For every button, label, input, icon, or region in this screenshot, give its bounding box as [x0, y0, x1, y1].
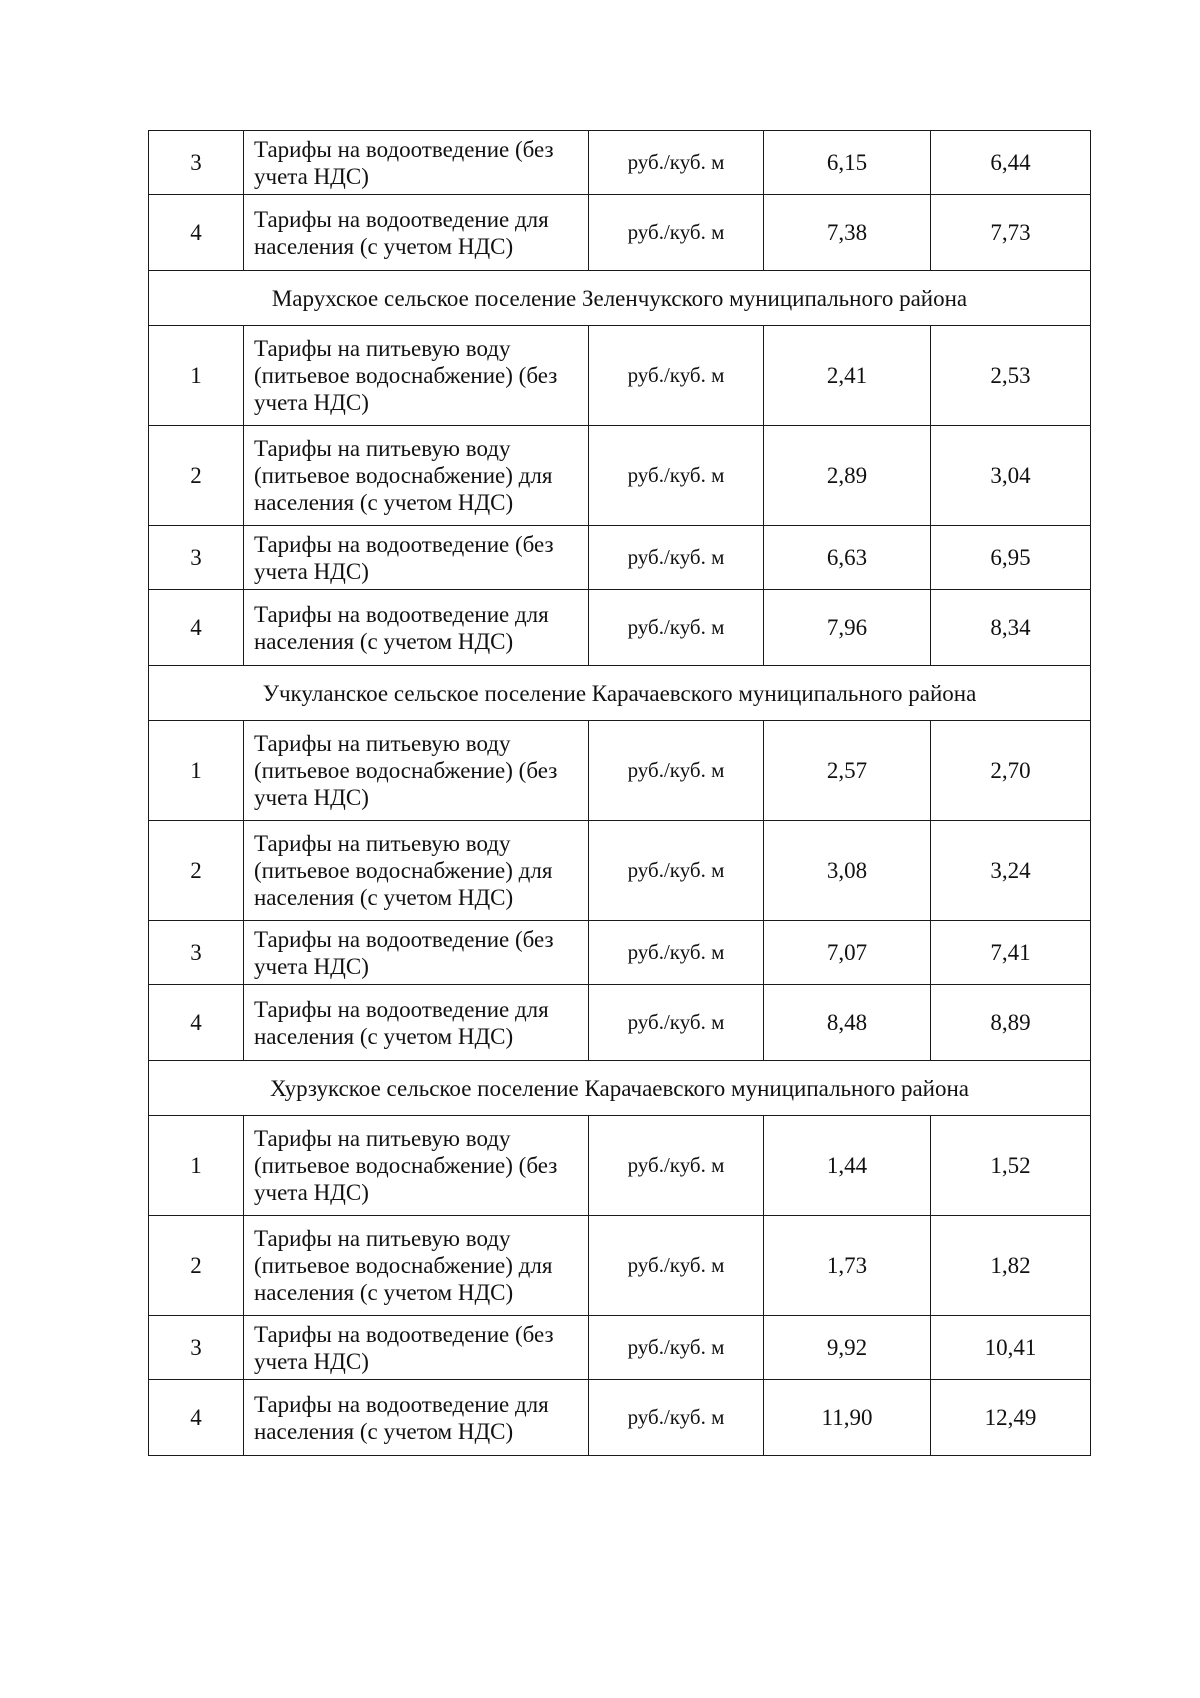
tariff-value-period-1: 2,41 — [764, 326, 931, 426]
tariff-name: Тарифы на водоотведение для населения (с учетом НДС) — [244, 195, 589, 271]
table-row — [149, 1216, 1091, 1316]
table-row — [149, 985, 1091, 1061]
tariff-name: Тарифы на водоотведение (без учета НДС) — [244, 131, 589, 195]
section-title: Хурзукское сельское поселение Карачаевского муниципального района — [149, 1061, 1091, 1116]
table-row — [149, 1380, 1091, 1456]
unit-label: руб./куб. м — [589, 1316, 764, 1380]
unit-label: руб./куб. м — [589, 1116, 764, 1216]
row-number: 1 — [149, 721, 244, 821]
table-row — [149, 131, 1091, 195]
tariff-name: Тарифы на питьевую воду (питьевое водоснабжение) для населения (с учетом НДС) — [244, 426, 589, 526]
unit-label: руб./куб. м — [589, 131, 764, 195]
tariff-value-period-1: 6,15 — [764, 131, 931, 195]
table-row — [149, 590, 1091, 666]
unit-label: руб./куб. м — [589, 821, 764, 921]
table-row — [149, 326, 1091, 426]
unit-label: руб./куб. м — [589, 326, 764, 426]
tariff-value-period-2: 8,34 — [931, 590, 1091, 666]
row-number: 4 — [149, 195, 244, 271]
row-number: 2 — [149, 1216, 244, 1316]
tariff-value-period-2: 8,89 — [931, 985, 1091, 1061]
tariff-value-period-1: 11,90 — [764, 1380, 931, 1456]
tariff-value-period-2: 3,24 — [931, 821, 1091, 921]
row-number: 3 — [149, 1316, 244, 1380]
tariff-value-period-2: 6,44 — [931, 131, 1091, 195]
tariff-value-period-1: 7,96 — [764, 590, 931, 666]
tariff-name: Тарифы на питьевую воду (питьевое водоснабжение) для населения (с учетом НДС) — [244, 1216, 589, 1316]
row-number: 2 — [149, 821, 244, 921]
tariff-name: Тарифы на водоотведение (без учета НДС) — [244, 1316, 589, 1380]
tariff-value-period-1: 6,63 — [764, 526, 931, 590]
tariff-value-period-1: 2,89 — [764, 426, 931, 526]
tariff-table-container — [148, 130, 1090, 1456]
row-number: 1 — [149, 326, 244, 426]
tariff-value-period-1: 1,44 — [764, 1116, 931, 1216]
table-row — [149, 426, 1091, 526]
tariff-value-period-2: 7,73 — [931, 195, 1091, 271]
tariff-table-body — [149, 131, 1091, 1456]
unit-label: руб./куб. м — [589, 1380, 764, 1456]
tariff-table — [148, 130, 1091, 1456]
tariff-name: Тарифы на питьевую воду (питьевое водоснабжение) (без учета НДС) — [244, 326, 589, 426]
unit-label: руб./куб. м — [589, 526, 764, 590]
table-row — [149, 195, 1091, 271]
section-header-row — [149, 666, 1091, 721]
section-title: Марухское сельское поселение Зеленчукского муниципального района — [149, 271, 1091, 326]
table-row — [149, 821, 1091, 921]
tariff-value-period-1: 9,92 — [764, 1316, 931, 1380]
row-number: 3 — [149, 526, 244, 590]
row-number: 3 — [149, 131, 244, 195]
tariff-value-period-1: 1,73 — [764, 1216, 931, 1316]
tariff-value-period-1: 8,48 — [764, 985, 931, 1061]
table-row — [149, 526, 1091, 590]
tariff-name: Тарифы на водоотведение для населения (с учетом НДС) — [244, 590, 589, 666]
section-header-row — [149, 271, 1091, 326]
table-row — [149, 1116, 1091, 1216]
unit-label: руб./куб. м — [589, 721, 764, 821]
table-row — [149, 921, 1091, 985]
tariff-value-period-1: 7,38 — [764, 195, 931, 271]
row-number: 2 — [149, 426, 244, 526]
row-number: 4 — [149, 590, 244, 666]
tariff-value-period-2: 6,95 — [931, 526, 1091, 590]
tariff-value-period-2: 2,70 — [931, 721, 1091, 821]
row-number: 1 — [149, 1116, 244, 1216]
row-number: 4 — [149, 985, 244, 1061]
section-title: Учкуланское сельское поселение Карачаевского муниципального района — [149, 666, 1091, 721]
tariff-value-period-2: 12,49 — [931, 1380, 1091, 1456]
tariff-value-period-2: 1,82 — [931, 1216, 1091, 1316]
tariff-name: Тарифы на водоотведение для населения (с учетом НДС) — [244, 985, 589, 1061]
tariff-value-period-2: 7,41 — [931, 921, 1091, 985]
unit-label: руб./куб. м — [589, 1216, 764, 1316]
tariff-name: Тарифы на питьевую воду (питьевое водоснабжение) (без учета НДС) — [244, 721, 589, 821]
table-row — [149, 721, 1091, 821]
tariff-name: Тарифы на питьевую воду (питьевое водоснабжение) для населения (с учетом НДС) — [244, 821, 589, 921]
tariff-value-period-1: 2,57 — [764, 721, 931, 821]
tariff-value-period-2: 1,52 — [931, 1116, 1091, 1216]
tariff-value-period-2: 2,53 — [931, 326, 1091, 426]
table-row — [149, 1316, 1091, 1380]
unit-label: руб./куб. м — [589, 426, 764, 526]
tariff-value-period-2: 3,04 — [931, 426, 1091, 526]
unit-label: руб./куб. м — [589, 590, 764, 666]
row-number: 4 — [149, 1380, 244, 1456]
unit-label: руб./куб. м — [589, 921, 764, 985]
tariff-name: Тарифы на питьевую воду (питьевое водоснабжение) (без учета НДС) — [244, 1116, 589, 1216]
tariff-name: Тарифы на водоотведение для населения (с учетом НДС) — [244, 1380, 589, 1456]
unit-label: руб./куб. м — [589, 195, 764, 271]
tariff-value-period-2: 10,41 — [931, 1316, 1091, 1380]
tariff-name: Тарифы на водоотведение (без учета НДС) — [244, 921, 589, 985]
unit-label: руб./куб. м — [589, 985, 764, 1061]
tariff-value-period-1: 3,08 — [764, 821, 931, 921]
section-header-row — [149, 1061, 1091, 1116]
row-number: 3 — [149, 921, 244, 985]
tariff-value-period-1: 7,07 — [764, 921, 931, 985]
tariff-name: Тарифы на водоотведение (без учета НДС) — [244, 526, 589, 590]
